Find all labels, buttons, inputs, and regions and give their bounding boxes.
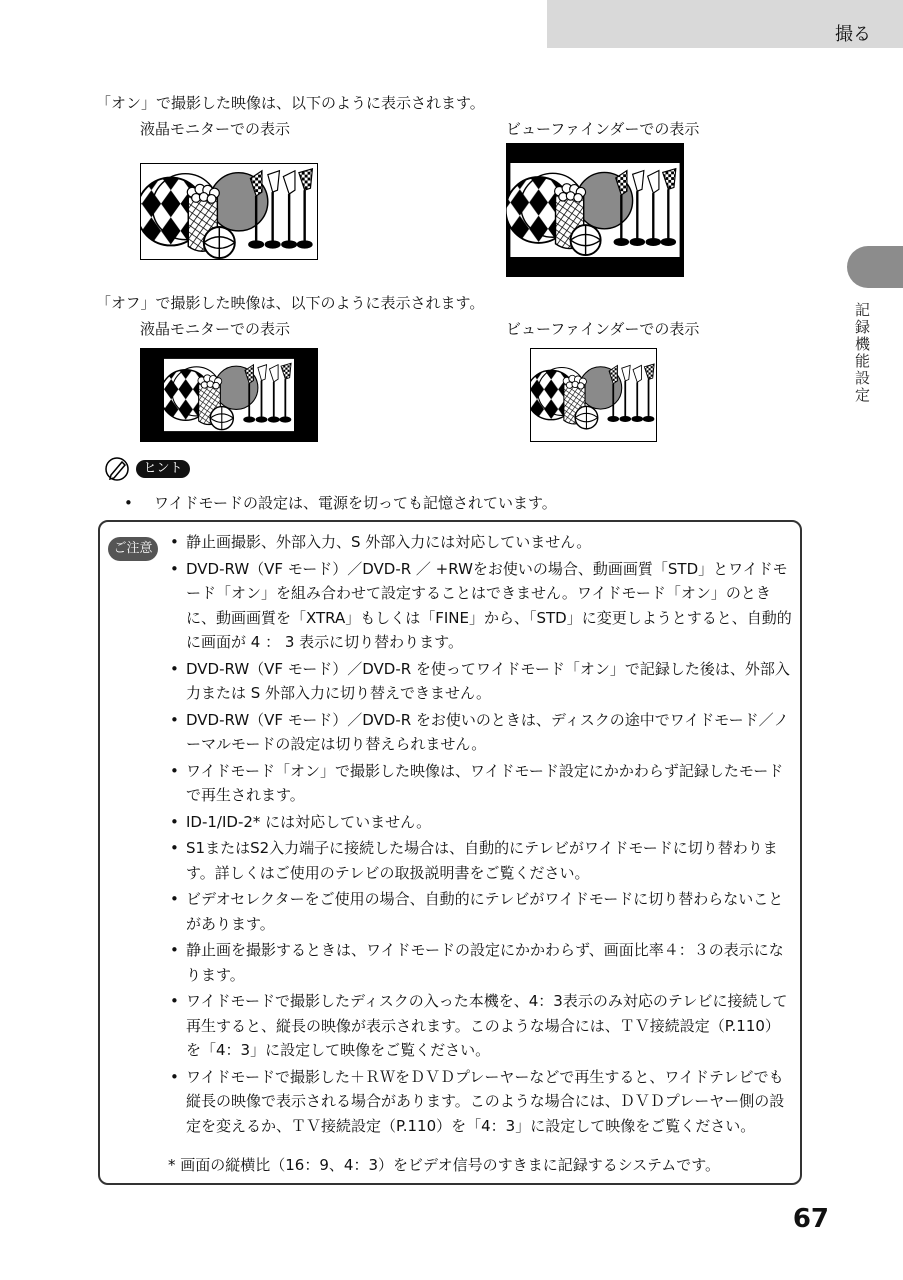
caution-item: • 静止画を撮影するときは、ワイドモードの設定にかかわらず、画面比率４：３の表示になります。 (166, 938, 794, 987)
on-finder-illustration (506, 143, 684, 277)
caution-item: • DVD-RW（VF モード）／DVD-R をお使いのときは、ディスクの途中でワイドモード／ノーマルモードの設定は切り替えられません。 (166, 708, 794, 757)
hint-text: ワイドモードの設定は、電源を切っても記憶されています。 (154, 494, 557, 512)
header-bar (547, 0, 903, 48)
chapter-tab-label: 記録機能設定 (853, 302, 871, 404)
caution-item: • DVD-RW（VF モード）／DVD-R ／ +RWをお使いの場合、動画画質「STD」とワイドモード「オン」を組み合わせて設定することはできません。ワイドモード「オン」のときに、動画画質を「XTRA」もしくは「FINE」から、「STD」に変更しようとすると、自動的に画面が 4 ： 3 表示に切り替わります。 (166, 557, 794, 655)
caution-item: • ワイドモードで撮影した＋ＲＷをＤＶＤプレーヤーなどで再生すると、ワイドテレビでも縦長の映像で表示される場合があります。このような場合には、ＤＶＤプレーヤー側の設定を変えるか、ＴＶ接続設定（P.110）を「4：3」に設定して映像をご覧ください。 (166, 1065, 794, 1139)
caution-item: • ID-1/ID-2* には対応していません。 (166, 810, 794, 835)
on-monitor-illustration (140, 163, 318, 260)
on-finder-caption: ビューファインダーでの表示 (506, 120, 700, 138)
caution-badge: ご注意 (108, 537, 158, 561)
caution-item: • DVD-RW（VF モード）／DVD-R を使ってワイドモード「オン」で記録した後は、外部入力または S 外部入力に切り替えできません。 (166, 657, 794, 706)
caution-footnote: * 画面の縦横比（16：9、4：3）をビデオ信号のすきまに記録するシステムです。 (168, 1156, 720, 1174)
hint-badge: ヒント (136, 460, 190, 478)
page-section-title: 撮る (835, 24, 871, 45)
off-monitor-illustration (140, 348, 318, 442)
off-intro-text: 「オフ」で撮影した映像は、以下のように表示されます。 (96, 294, 485, 312)
caution-item: • ビデオセレクターをご使用の場合、自動的にテレビがワイドモードに切り替わらないことがあります。 (166, 887, 794, 936)
caution-item: • 静止画撮影、外部入力、S 外部入力には対応していません。 (166, 530, 794, 555)
off-monitor-caption: 液晶モニターでの表示 (140, 320, 291, 338)
caution-list (166, 530, 794, 1140)
on-monitor-caption: 液晶モニターでの表示 (140, 120, 291, 138)
off-finder-caption: ビューファインダーでの表示 (506, 320, 700, 338)
chapter-tab-marker (847, 246, 903, 288)
caution-item: • S1またはS2入力端子に接続した場合は、自動的にテレビがワイドモードに切り替わります。詳しくはご使用のテレビの取扱説明書をご覧ください。 (166, 836, 794, 885)
hint-bullet: • (124, 494, 133, 512)
hint-item (124, 492, 557, 513)
off-finder-illustration (530, 348, 657, 442)
caution-item: • ワイドモード「オン」で撮影した映像は、ワイドモード設定にかかわらず記録したモードで再生されます。 (166, 759, 794, 808)
on-intro-text: 「オン」で撮影した映像は、以下のように表示されます。 (96, 94, 485, 112)
caution-item: • ワイドモードで撮影したディスクの入った本機を、4：3表示のみ対応のテレビに接続して再生すると、縦長の映像が表示されます。このような場合には、ＴＶ接続設定（P.110）を「4：3」に設定して映像をご覧ください。 (166, 989, 794, 1063)
page-number: 67 (792, 1204, 829, 1234)
